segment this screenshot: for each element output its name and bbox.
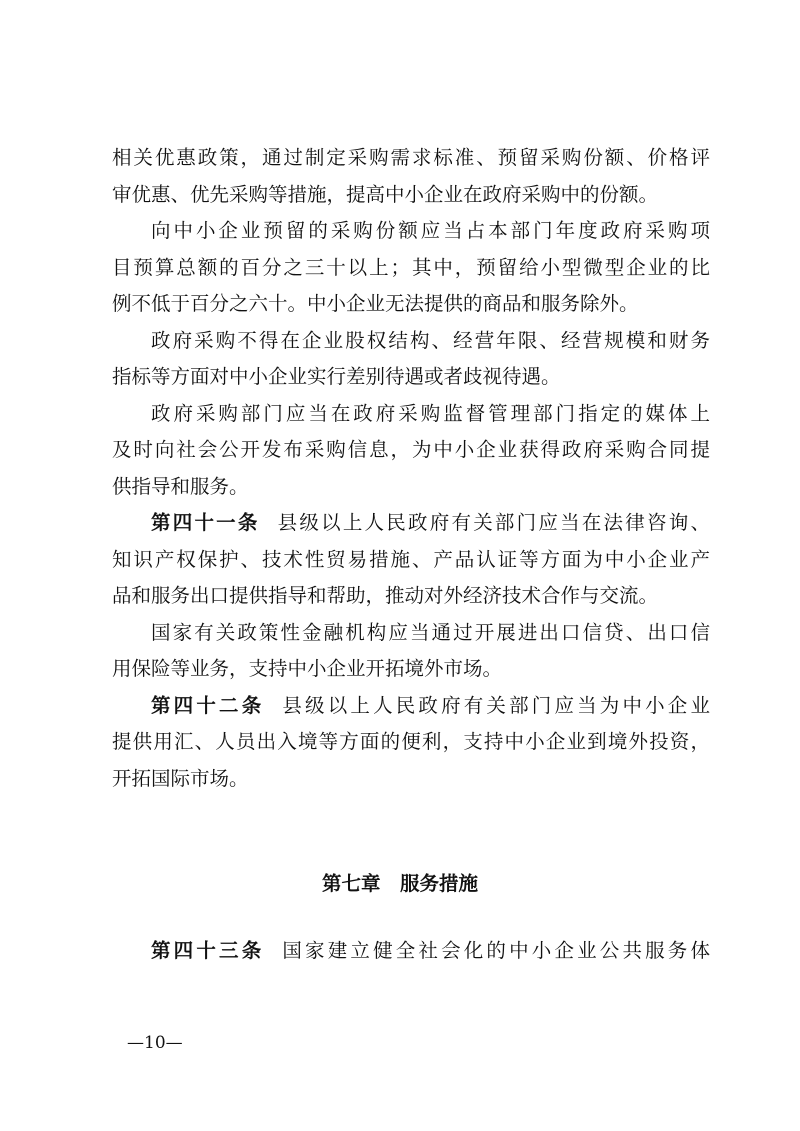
text-line [112, 286, 710, 323]
line-text: 政府采购不得在企业股权结构、经营年限、经营规模和财务 [151, 328, 710, 352]
text-line [112, 651, 710, 688]
line-text: 例不低于百分之六十。中小企业无法提供的商品和服务除外。 [112, 292, 639, 315]
text-line [112, 140, 710, 177]
text-line [112, 359, 710, 396]
article-43-paragraph [112, 933, 710, 970]
text-line [112, 469, 710, 506]
text-line [112, 177, 710, 214]
text-line [112, 578, 710, 615]
line-text: 及时向社会公开发布采购信息，为中小企业获得政府采购合同提 [112, 438, 710, 461]
line-text: 品和服务出口提供指导和帮助，推动对外经济技术合作与交流。 [112, 584, 659, 607]
article-heading: 第四十三条 [151, 939, 265, 962]
line-text: 县级以上人民政府有关部门应当在法律咨询、 [277, 511, 710, 534]
line-text: 供指导和服务。 [112, 474, 249, 498]
line-text: 用保险等业务，支持中小企业开拓境外市场。 [112, 657, 503, 680]
line-text: 国家有关政策性金融机构应当通过开展进出口信贷、出口信 [151, 620, 710, 644]
line-text: 审优惠、优先采购等措施，提高中小企业在政府采购中的份额。 [112, 182, 659, 206]
text-line [112, 323, 710, 360]
chapter-title: 第七章 服务措施 [321, 872, 478, 895]
line-text: 指标等方面对中小企业实行差别待遇或者歧视待遇。 [112, 365, 561, 388]
line-text: 县级以上人民政府有关部门应当为中小企业 [282, 693, 710, 717]
line-text: 目预算总额的百分之三十以上；其中，预留给小型微型企业的比 [112, 255, 710, 279]
line-text: 国家建立健全社会化的中小企业公共服务体 [282, 939, 710, 962]
text-line [112, 724, 710, 761]
page-number: —10— [127, 1033, 183, 1053]
text-line [112, 250, 710, 287]
text-line [112, 542, 710, 579]
line-text: 相关优惠政策，通过制定采购需求标准、预留采购份额、价格评 [112, 146, 710, 169]
line-text: 开拓国际市场。 [112, 766, 249, 790]
article-heading: 第四十二条 [151, 693, 265, 717]
text-line [112, 396, 710, 433]
text-line [112, 505, 710, 542]
text-line [112, 432, 710, 469]
text-line [112, 761, 710, 798]
text-line [112, 933, 710, 970]
line-text: 政府采购部门应当在政府采购监督管理部门指定的媒体上 [151, 401, 710, 425]
line-text: 向中小企业预留的采购份额应当占本部门年度政府采购项 [151, 219, 710, 242]
text-line [112, 688, 710, 725]
article-heading: 第四十一条 [151, 511, 260, 534]
line-text: 知识产权保护、技术性贸易措施、产品认证等方面为中小企业产 [112, 547, 710, 571]
line-text: 提供用汇、人员出入境等方面的便利，支持中小企业到境外投资， [112, 730, 710, 753]
body-text [112, 140, 710, 797]
text-line [112, 213, 710, 250]
text-line [112, 615, 710, 652]
